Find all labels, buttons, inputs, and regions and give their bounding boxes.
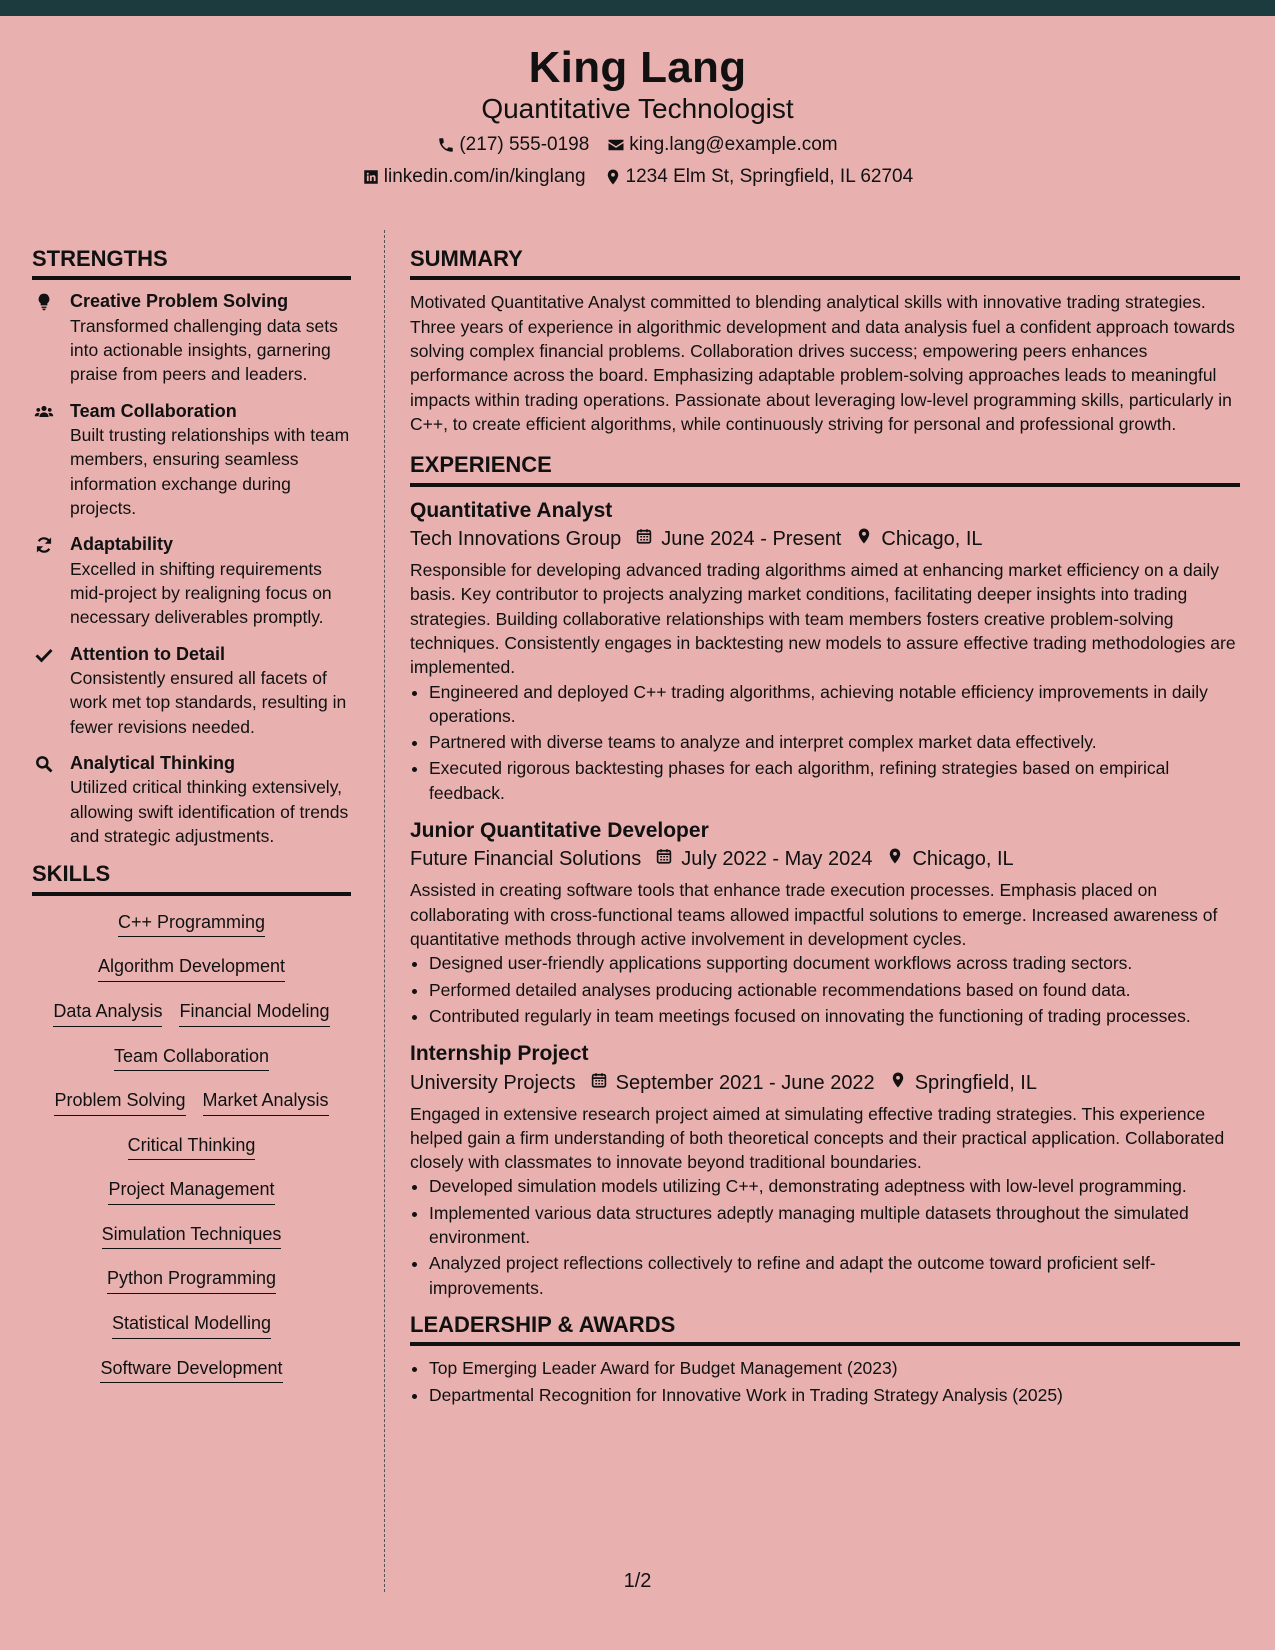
skill-tag: C++ Programming (118, 912, 265, 938)
job-entry (410, 497, 1240, 805)
skill-tag: Market Analysis (203, 1090, 329, 1116)
contact-row-1 (0, 134, 1275, 157)
job-location: Chicago, IL (881, 527, 983, 550)
strength-name: Creative Problem Solving (70, 291, 289, 312)
linkedin-icon (362, 168, 380, 186)
summary-heading: SUMMARY (410, 246, 1240, 280)
job-description: Assisted in creating software tools that enhance trade execution processes. Emphasis placed on collaborating with cross-functional teams allowed impactful solutions to emerge. Increased awareness of quantitative methods through active involvement in development cycles. (410, 880, 1218, 949)
contact-row-2 (0, 166, 1275, 189)
skill-tag: Critical Thinking (128, 1135, 256, 1161)
job-location: Springfield, IL (914, 1071, 1037, 1094)
skills-row (32, 1090, 351, 1135)
skills-row (32, 1179, 351, 1224)
skills-list (32, 906, 351, 1403)
resume-header (0, 16, 1275, 204)
job-bullet: • Executed rigorous backtesting phases for each algorithm, refining strategies based on empirical feedback. (429, 756, 1240, 805)
strength-name: Analytical Thinking (70, 753, 236, 774)
job-bullet: • Analyzed project reflections collectively to refine and adapt the outcome toward proficient self-improvements. (429, 1251, 1240, 1300)
map-pin-icon (604, 168, 622, 186)
job-entry (410, 1040, 1240, 1300)
strength-item (32, 752, 351, 848)
skills-row (32, 1135, 351, 1180)
refresh-icon (32, 533, 70, 629)
strength-desc: Consistently ensured all facets of work met top standards, resulting in fewer revisions needed. (70, 668, 347, 737)
strength-name: Team Collaboration (70, 400, 237, 421)
skill-tag: Problem Solving (54, 1090, 185, 1116)
address-contact (604, 166, 914, 189)
top-bar (0, 0, 1275, 16)
awards-section (410, 1312, 1240, 1407)
skill-tag: Project Management (108, 1179, 274, 1205)
job-bullet: • Designed user-friendly applications supporting document workflows across trading sectors. (429, 951, 1240, 975)
skills-row (32, 1358, 351, 1403)
map-pin-icon (872, 844, 912, 874)
envelope-icon (607, 136, 625, 154)
skill-tag: Data Analysis (53, 1001, 162, 1027)
phone-contact (437, 134, 589, 157)
experience-heading: EXPERIENCE (410, 452, 1240, 486)
strength-item (32, 400, 351, 521)
skills-row (32, 1313, 351, 1358)
job-bullet: • Contributed regularly in team meetings focused on innovating the functioning of trading processes. (429, 1004, 1240, 1028)
job-dates: June 2024 - Present (661, 527, 842, 550)
users-icon (32, 400, 70, 521)
job-title: Junior Quantitative Developer (410, 819, 709, 843)
job-entry (410, 817, 1240, 1028)
job-description: Engaged in extensive research project aimed at simulating effective trading strategies. This experience helped gain a firm understanding of both theoretical concepts and their practical application. Collaborated closely with classmates to innovate beyond traditional boundaries. (410, 1103, 1225, 1173)
column-divider (384, 230, 385, 1592)
job-bullets (410, 680, 1240, 806)
skills-row (32, 1046, 351, 1091)
skills-row (32, 1001, 351, 1046)
award-item: • Top Emerging Leader Award for Budget Management (2023) (429, 1356, 1240, 1380)
job-bullet: • Developed simulation models utilizing C++, demonstrating adeptness with low-level programming. (429, 1174, 1240, 1198)
strength-desc: Transformed challenging data sets into actionable insights, garnering praise from peers and leaders. (70, 315, 338, 385)
strength-desc: Built trusting relationships with team members, ensuring seamless information exchange during projects. (70, 425, 350, 519)
strength-name: Adaptability (70, 534, 174, 555)
skill-tag: Financial Modeling (179, 1001, 329, 1027)
calendar-icon (641, 844, 681, 874)
job-meta (410, 1068, 1240, 1098)
calendar-icon (576, 1068, 616, 1098)
job-location: Chicago, IL (912, 848, 1014, 871)
job-meta (410, 844, 1240, 874)
search-icon (32, 752, 70, 848)
awards-list (410, 1356, 1240, 1407)
job-dates: July 2022 - May 2024 (681, 848, 873, 871)
job-bullets (410, 951, 1240, 1028)
skills-section (32, 861, 351, 1402)
email-contact[interactable] (607, 134, 837, 157)
map-pin-icon (841, 524, 881, 554)
job-company: Tech Innovations Group (410, 527, 622, 550)
linkedin-contact[interactable] (362, 166, 586, 189)
skills-row (32, 1224, 351, 1269)
skill-tag: Simulation Techniques (102, 1224, 282, 1250)
linkedin-text[interactable]: linkedin.com/in/kinglang (383, 166, 586, 187)
lightbulb-icon (32, 290, 70, 386)
job-description: Responsible for developing advanced trading algorithms aimed at enhancing market efficiency on a daily basis. Key contributor to projects analyzing market conditions, facilitating deeper insights into trading strategies. Building collaborative relationships with team members fosters creative problem-solving techniques. Consistently engages in backtesting new models to assure effective trading methodologies are implemented. (410, 559, 1236, 678)
job-bullet: • Engineered and deployed C++ trading algorithms, achieving notable efficiency improvements in daily operations. (429, 680, 1240, 729)
phone-text: (217) 555-0198 (459, 134, 590, 155)
skills-heading: SKILLS (32, 861, 351, 895)
job-title: Quantitative Analyst (410, 498, 613, 522)
skill-tag: Software Development (100, 1358, 282, 1384)
job-bullets (410, 1174, 1240, 1300)
job-bullet: • Partnered with diverse teams to analyze and interpret complex market data effectively. (429, 730, 1240, 754)
phone-icon (437, 136, 455, 154)
skill-tag: Python Programming (107, 1268, 276, 1294)
job-bullet: • Performed detailed analyses producing actionable recommendations based on found data. (429, 978, 1240, 1002)
checkmark-icon (32, 643, 70, 739)
summary-text: Motivated Quantitative Analyst committed to blending analytical skills with innovative trading strategies. Three years of experience in algorithmic development and data analysis fuel a confident approach towards solving complex financial problems. Collaboration drives success; empowering peers enhances performance across the board. Emphasizing adaptable problem-solving approaches leads to meaningful impacts within trading operations. Passionate about leveraging low-level programming skills, particularly in C++, to create efficient algorithms, while continuously striving for personal and professional growth. (410, 292, 1235, 434)
skills-row (32, 912, 351, 957)
job-bullet: • Implemented various data structures adeptly managing multiple datasets throughout the simulated environment. (429, 1201, 1240, 1250)
skills-row (32, 1268, 351, 1313)
job-meta (410, 524, 1240, 554)
job-company: Future Financial Solutions (410, 848, 642, 871)
job-title: Internship Project (410, 1042, 589, 1066)
calendar-icon (621, 524, 661, 554)
awards-heading: LEADERSHIP & AWARDS (410, 1312, 1240, 1346)
skill-tag: Algorithm Development (98, 956, 285, 982)
job-company: University Projects (410, 1071, 576, 1094)
strength-desc: Utilized critical thinking extensively, allowing swift identification of trends and strategic adjustments. (70, 777, 349, 847)
strength-desc: Excelled in shifting requirements mid-project by realigning focus on necessary deliverables promptly. (70, 558, 332, 628)
email-text[interactable]: king.lang@example.com (629, 134, 838, 155)
address-text: 1234 Elm St, Springfield, IL 62704 (625, 166, 914, 187)
left-column (32, 246, 351, 1402)
skills-row (32, 956, 351, 1001)
strengths-heading: STRENGTHS (32, 246, 351, 280)
right-column (410, 246, 1240, 1409)
award-item: • Departmental Recognition for Innovative Work in Trading Strategy Analysis (2025) (429, 1383, 1240, 1407)
strength-item (32, 643, 351, 739)
candidate-title: Quantitative Technologist (481, 93, 794, 124)
candidate-name: King Lang (528, 43, 747, 92)
page-number: 1/2 (623, 1570, 652, 1592)
skill-tag: Team Collaboration (114, 1046, 269, 1072)
strength-item (32, 533, 351, 629)
strength-name: Attention to Detail (70, 643, 225, 664)
map-pin-icon (875, 1068, 915, 1098)
strength-item (32, 290, 351, 386)
job-dates: September 2021 - June 2022 (615, 1071, 875, 1094)
skill-tag: Statistical Modelling (112, 1313, 271, 1339)
